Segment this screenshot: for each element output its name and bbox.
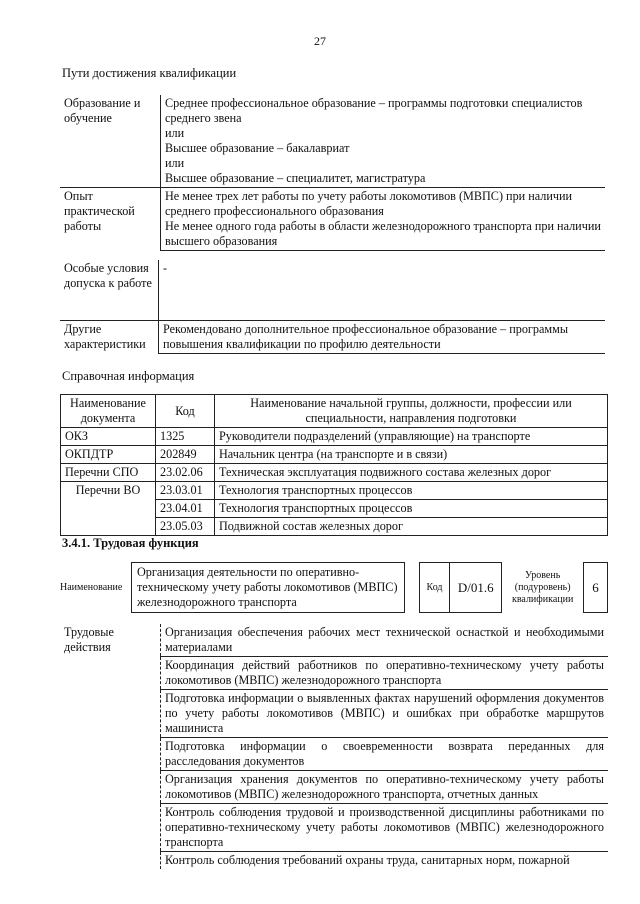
action-item: Подготовка информации о своевременности возврата переданных для расследования документов xyxy=(161,738,609,771)
action-item: Подготовка информации о выявленных фактах нарушений оформления документов по учету работы локомотивов (МВПС) и ошибках при обработке маршрутов машиниста xyxy=(161,690,609,738)
code-label: Код xyxy=(419,563,449,613)
level-label: Уровень (подуровень) квалификации xyxy=(511,569,574,605)
column-header: Наименование начальной группы, должности, профессии или специальности, направления подготовки xyxy=(215,395,608,428)
name-label: Наименование xyxy=(60,582,123,593)
row-label: Другие характеристики xyxy=(60,321,159,354)
action-item: Организация хранения документов по оперативно-техническому учету работы локомотивов (МВПС) железнодорожного транспорта, отчетных данных xyxy=(161,771,609,804)
name-cell: Технология транспортных процессов xyxy=(215,482,608,500)
action-item: Координация действий работников по оперативно-техническому учету работы локомотивов (МВПС) железнодорожного транспорта xyxy=(161,657,609,690)
code-cell: 23.02.06 xyxy=(156,464,215,482)
table-row xyxy=(61,464,608,482)
row-label: Образование и обучение xyxy=(60,95,161,188)
code-cell: 23.05.03 xyxy=(156,518,215,536)
actions-label: Трудовые действия xyxy=(60,624,161,869)
table-row xyxy=(61,482,608,500)
text-line: Высшее образование – специалитет, магистратура xyxy=(165,171,426,185)
labor-function-title: 3.4.1. Трудовая функция xyxy=(62,536,199,550)
name-cell: Подвижной состав железных дорог xyxy=(215,518,608,536)
name-cell: Техническая эксплуатация подвижного состава железных дорог xyxy=(215,464,608,482)
code-cell: 23.04.01 xyxy=(156,500,215,518)
labor-function-table xyxy=(60,562,608,613)
text-line: Среднее профессиональное образование – программы подготовки специалистов среднего звена xyxy=(165,96,583,125)
section-title-reference: Справочная информация xyxy=(62,369,195,383)
table-header-row xyxy=(61,395,608,428)
table-row xyxy=(60,624,608,657)
doc-cell: ОКПДТР xyxy=(61,446,156,464)
level-value: 6 xyxy=(583,563,607,613)
section-title-qualification-paths: Пути достижения квалификации xyxy=(62,66,237,80)
text-line: Не менее одного года работы в области железнодорожного транспорта при наличии высшего образования xyxy=(165,219,601,248)
action-item: Контроль соблюдения трудовой и производственной дисциплины работниками по оперативно-техническому учету работы локомотивов (МВПС) железнодорожного транспорта xyxy=(161,804,609,852)
qualification-paths-table xyxy=(60,95,605,251)
reference-table xyxy=(60,394,608,536)
code-cell: 23.03.01 xyxy=(156,482,215,500)
table-row xyxy=(61,428,608,446)
name-cell: Технология транспортных процессов xyxy=(215,500,608,518)
row-label: Опыт практической работы xyxy=(60,188,161,251)
code-cell: 202849 xyxy=(156,446,215,464)
table-row xyxy=(60,95,605,188)
text-line: Не менее трех лет работы по учету работы локомотивов (МВПС) при наличии среднего профессионального образования xyxy=(165,189,573,218)
row-value xyxy=(161,95,606,188)
text-line: Высшее образование – бакалавриат xyxy=(165,141,350,155)
page-number: 27 xyxy=(314,34,326,48)
doc-cell: Перечни ВО xyxy=(61,482,156,536)
row-value: - xyxy=(159,260,606,321)
special-conditions-table xyxy=(60,260,605,354)
action-item: Организация обеспечения рабочих мест технической оснасткой и необходимыми материалами xyxy=(161,624,609,657)
table-row xyxy=(60,260,605,321)
name-cell: Начальник центра (на транспорте и в связи) xyxy=(215,446,608,464)
row-label: Особые условия допуска к работе xyxy=(60,260,159,321)
code-value: D/01.6 xyxy=(450,563,502,613)
labor-actions-table xyxy=(60,624,608,869)
table-row xyxy=(60,563,608,613)
name-cell: Руководители подразделений (управляющие) на транспорте xyxy=(215,428,608,446)
text-line: или xyxy=(165,156,185,170)
row-value: Рекомендовано дополнительное профессиональное образование – программы повышения квалификации по профилю деятельности xyxy=(159,321,606,354)
table-row xyxy=(60,188,605,251)
code-cell: 1325 xyxy=(156,428,215,446)
column-header: Наименование документа xyxy=(61,395,156,428)
doc-cell: ОКЗ xyxy=(61,428,156,446)
function-name-value: Организация деятельности по оперативно-техническому учету работы локомотивов (МВПС) железнодорожного транспорта xyxy=(131,563,405,613)
table-row xyxy=(60,321,605,354)
action-item: Контроль соблюдения требований охраны труда, санитарных норм, пожарной xyxy=(165,853,570,867)
column-header: Код xyxy=(156,395,215,428)
table-row xyxy=(61,446,608,464)
row-value xyxy=(161,188,606,251)
text-line: или xyxy=(165,126,185,140)
doc-cell: Перечни СПО xyxy=(61,464,156,482)
